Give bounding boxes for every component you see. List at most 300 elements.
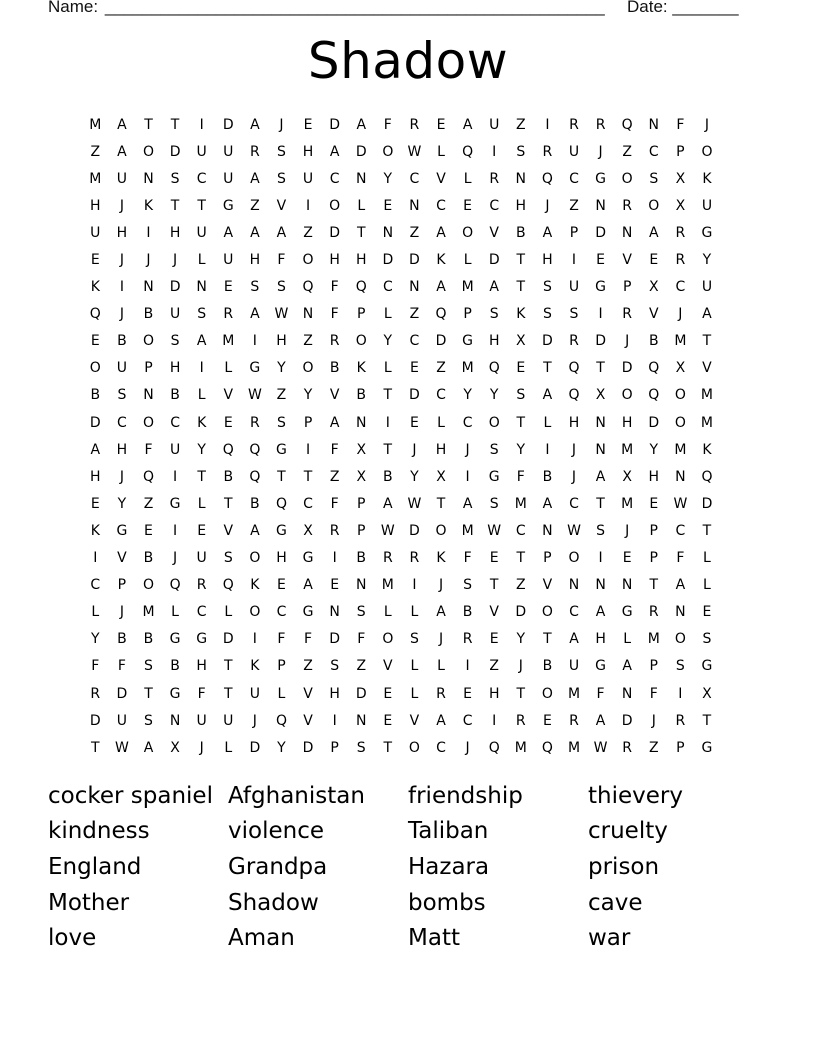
grid-letter: Z xyxy=(303,224,313,241)
grid-letter: A xyxy=(383,495,393,512)
grid-letter: R xyxy=(436,685,446,702)
grid-letter: A xyxy=(675,577,686,594)
page-title: Shadow xyxy=(307,32,509,90)
grid-letter: F xyxy=(596,685,605,702)
grid-letter: L xyxy=(410,658,419,675)
grid-letter: K xyxy=(250,658,260,675)
grid-row xyxy=(82,545,720,572)
grid-letter: Q xyxy=(648,387,660,404)
word-list-item: bombs xyxy=(408,889,486,916)
grid-letter: T xyxy=(223,495,233,512)
grid-letter: K xyxy=(702,170,712,187)
word-list-item: friendship xyxy=(408,782,523,809)
grid-letter: B xyxy=(117,631,127,648)
grid-letter: N xyxy=(143,170,154,187)
grid-letter: P xyxy=(676,739,685,756)
grid-letter: K xyxy=(516,306,526,323)
grid-letter: E xyxy=(90,333,100,350)
grid-letter: H xyxy=(116,224,128,241)
grid-row xyxy=(82,246,720,273)
grid-letter: K xyxy=(90,522,100,539)
grid-letter: T xyxy=(144,116,153,133)
word-list-item: violence xyxy=(228,818,324,845)
grid-letter: R xyxy=(675,252,686,269)
grid-letter: S xyxy=(542,279,552,296)
grid-letter: Y xyxy=(277,739,286,756)
grid-letter: M xyxy=(674,441,687,458)
grid-letter: I xyxy=(173,468,178,485)
grid-letter: C xyxy=(569,495,579,512)
grid-letter: P xyxy=(117,577,127,594)
grid-letter: Z xyxy=(90,143,101,160)
grid-letter: G xyxy=(701,739,713,756)
grid-letter: Q xyxy=(462,143,474,160)
word-list-item: kindness xyxy=(48,818,150,845)
grid-letter: A xyxy=(542,387,553,404)
grid-letter: W xyxy=(274,306,289,323)
date-blank[interactable]: _______ xyxy=(672,0,739,16)
grid-row xyxy=(82,517,720,544)
grid-letter: T xyxy=(356,224,366,241)
grid-letter: N xyxy=(542,522,553,539)
grid-letter: L xyxy=(224,739,233,756)
grid-letter: J xyxy=(412,441,417,458)
grid-letter: N xyxy=(409,279,420,296)
grid-letter: B xyxy=(170,387,180,404)
grid-row xyxy=(82,436,720,463)
grid-letter: S xyxy=(516,143,526,160)
grid-letter: G xyxy=(276,522,287,539)
grid-letter: E xyxy=(277,577,286,594)
grid-letter: A xyxy=(276,224,287,241)
grid-letter: J xyxy=(571,468,577,485)
grid-letter: I xyxy=(598,306,603,323)
grid-letter: N xyxy=(595,577,606,594)
grid-letter: A xyxy=(90,441,101,458)
grid-letter: P xyxy=(357,495,366,512)
grid-letter: C xyxy=(196,604,207,621)
grid-letter: H xyxy=(435,441,447,458)
grid-letter: N xyxy=(355,577,367,594)
grid-letter: X xyxy=(356,468,367,485)
grid-row xyxy=(82,219,720,246)
grid-letter: S xyxy=(489,495,499,512)
grid-letter: Z xyxy=(303,333,313,350)
grid-letter: E xyxy=(303,116,313,133)
grid-letter: C xyxy=(489,197,500,214)
grid-letter: S xyxy=(702,631,712,648)
grid-letter: Z xyxy=(303,658,313,675)
grid-letter: W xyxy=(593,739,608,756)
grid-letter: O xyxy=(302,360,314,377)
grid-letter: A xyxy=(436,604,446,621)
grid-letter: A xyxy=(595,712,606,729)
grid-letter: J xyxy=(252,712,257,729)
grid-letter: J xyxy=(119,197,124,214)
grid-row xyxy=(82,626,720,653)
grid-letter: R xyxy=(569,333,579,350)
grid-letter: U xyxy=(116,170,128,187)
grid-letter: R xyxy=(675,224,686,241)
grid-letter: Q xyxy=(541,170,553,187)
grid-row xyxy=(82,680,720,707)
grid-letter: E xyxy=(223,414,233,431)
word-list-row xyxy=(48,849,768,885)
word-list-row xyxy=(48,778,768,814)
grid-letter: K xyxy=(436,252,446,269)
grid-letter: C xyxy=(303,495,313,512)
grid-letter: I xyxy=(305,441,311,458)
grid-letter: W xyxy=(407,495,422,512)
grid-letter: F xyxy=(649,685,658,702)
grid-letter: N xyxy=(143,387,154,404)
grid-letter: S xyxy=(117,387,127,404)
grid-letter: T xyxy=(516,279,526,296)
grid-letter: M xyxy=(461,279,474,296)
grid-row xyxy=(82,653,720,680)
grid-letter: B xyxy=(170,658,180,675)
grid-letter: L xyxy=(437,414,445,431)
grid-letter: C xyxy=(515,522,526,539)
grid-letter: T xyxy=(436,495,446,512)
grid-letter: C xyxy=(436,739,446,756)
grid-letter: O xyxy=(674,387,686,404)
grid-letter: U xyxy=(116,712,128,729)
grid-letter: R xyxy=(90,685,101,702)
grid-letter: O xyxy=(142,414,154,431)
grid-letter: J xyxy=(465,739,470,756)
grid-letter: Q xyxy=(275,712,287,729)
grid-letter: Z xyxy=(250,197,260,214)
grid-letter: O xyxy=(89,360,101,377)
grid-letter: D xyxy=(89,712,101,729)
grid-letter: V xyxy=(303,685,313,702)
grid-letter: Y xyxy=(277,360,286,377)
grid-row xyxy=(82,572,720,599)
grid-letter: Q xyxy=(169,577,181,594)
grid-letter: N xyxy=(409,197,420,214)
grid-letter: Q xyxy=(648,360,660,377)
grid-letter: S xyxy=(489,306,499,323)
grid-letter: T xyxy=(702,333,712,350)
grid-letter: H xyxy=(329,685,340,702)
grid-row xyxy=(82,707,720,734)
grid-letter: Z xyxy=(409,306,420,323)
grid-letter: D xyxy=(249,739,261,756)
grid-letter: F xyxy=(330,306,339,323)
name-label: Name: xyxy=(48,0,99,16)
grid-letter: V xyxy=(489,224,499,241)
grid-letter: D xyxy=(329,224,341,241)
grid-letter: T xyxy=(516,550,526,567)
grid-letter: Q xyxy=(621,116,633,133)
name-line xyxy=(48,0,605,17)
grid-letter: B xyxy=(462,604,473,621)
grid-letter: Z xyxy=(516,577,526,594)
grid-letter: S xyxy=(489,441,499,458)
grid-letter: J xyxy=(119,468,124,485)
grid-letter: G xyxy=(222,197,234,214)
grid-letter: X xyxy=(303,522,313,539)
grid-letter: J xyxy=(465,441,470,458)
grid-letter: P xyxy=(676,143,685,160)
grid-letter: B xyxy=(223,468,234,485)
grid-letter: W xyxy=(487,522,502,539)
grid-letter: T xyxy=(170,116,180,133)
grid-letter: O xyxy=(488,414,500,431)
grid-letter: Y xyxy=(516,631,526,648)
grid-letter: U xyxy=(223,712,234,729)
grid-letter: C xyxy=(276,604,287,621)
grid-letter: R xyxy=(595,116,606,133)
grid-letter: I xyxy=(93,550,98,567)
grid-letter: T xyxy=(649,577,659,594)
word-list-row xyxy=(48,920,768,956)
grid-letter: P xyxy=(622,279,632,296)
grid-letter: K xyxy=(702,441,712,458)
grid-letter: O xyxy=(382,143,394,160)
grid-row xyxy=(82,138,720,165)
grid-letter: T xyxy=(596,495,605,512)
grid-letter: Q xyxy=(222,441,234,458)
grid-letter: N xyxy=(595,441,606,458)
grid-letter: T xyxy=(197,197,206,214)
grid-letter: T xyxy=(223,658,233,675)
grid-letter: Y xyxy=(383,333,393,350)
grid-letter: T xyxy=(383,441,393,458)
grid-letter: A xyxy=(196,333,207,350)
grid-letter: N xyxy=(621,685,633,702)
grid-letter: S xyxy=(356,604,366,621)
grid-letter: D xyxy=(89,414,101,431)
grid-letter: I xyxy=(492,143,497,160)
grid-letter: D xyxy=(621,712,633,729)
grid-letter: O xyxy=(701,143,713,160)
grid-letter: F xyxy=(304,631,313,648)
grid-letter: T xyxy=(383,387,393,404)
grid-letter: C xyxy=(382,279,393,296)
grid-letter: M xyxy=(514,495,527,512)
grid-letter: B xyxy=(542,658,553,675)
grid-letter: E xyxy=(409,414,419,431)
grid-letter: R xyxy=(622,197,633,214)
grid-letter: I xyxy=(119,279,124,296)
grid-letter: F xyxy=(516,468,525,485)
grid-letter: S xyxy=(144,658,153,675)
grid-letter: N xyxy=(196,279,207,296)
grid-letter: I xyxy=(598,550,603,567)
grid-letter: C xyxy=(675,522,686,539)
grid-letter: V xyxy=(223,522,234,539)
grid-letter: B xyxy=(250,495,260,512)
grid-letter: A xyxy=(250,116,260,133)
grid-letter: U xyxy=(196,143,207,160)
grid-row xyxy=(82,328,720,355)
word-list-item: Taliban xyxy=(408,818,489,845)
grid-letter: D xyxy=(302,739,314,756)
grid-letter: C xyxy=(90,577,101,594)
word-list-item: love xyxy=(48,925,97,952)
grid-letter: H xyxy=(302,143,314,160)
grid-letter: J xyxy=(119,306,124,323)
grid-letter: C xyxy=(436,197,446,214)
grid-letter: B xyxy=(648,333,659,350)
grid-letter: D xyxy=(542,333,553,350)
grid-letter: M xyxy=(142,604,155,621)
grid-letter: L xyxy=(437,658,445,675)
grid-letter: O xyxy=(249,604,261,621)
grid-letter: S xyxy=(463,577,473,594)
grid-letter: Y xyxy=(91,631,100,648)
grid-letter: M xyxy=(461,360,474,377)
grid-letter: T xyxy=(543,631,552,648)
grid-letter: Y xyxy=(303,387,313,404)
grid-letter: A xyxy=(542,224,553,241)
grid-letter: G xyxy=(276,441,287,458)
grid-letter: Q xyxy=(355,279,367,296)
grid-letter: Q xyxy=(302,279,314,296)
grid-letter: S xyxy=(223,550,233,567)
grid-letter: Z xyxy=(143,495,154,512)
grid-letter: R xyxy=(196,577,207,594)
grid-letter: K xyxy=(197,414,207,431)
grid-letter: V xyxy=(702,360,712,377)
grid-letter: F xyxy=(330,495,339,512)
grid-letter: E xyxy=(383,712,393,729)
grid-letter: X xyxy=(702,685,712,702)
grid-letter: K xyxy=(90,279,100,296)
grid-letter: R xyxy=(462,631,473,648)
grid-letter: Z xyxy=(436,360,446,377)
grid-letter: Y xyxy=(649,441,659,458)
grid-letter: I xyxy=(305,197,311,214)
grid-letter: Q xyxy=(142,468,154,485)
grid-letter: A xyxy=(117,143,127,160)
grid-letter: Z xyxy=(622,143,632,160)
grid-letter: N xyxy=(355,414,367,431)
grid-letter: D xyxy=(409,387,420,404)
grid-letter: C xyxy=(569,604,579,621)
grid-letter: E xyxy=(223,279,233,296)
grid-letter: G xyxy=(595,658,606,675)
grid-letter: A xyxy=(436,224,446,241)
grid-letter: L xyxy=(410,604,419,621)
grid-letter: T xyxy=(489,577,499,594)
grid-letter: A xyxy=(462,495,473,512)
grid-letter: O xyxy=(382,631,394,648)
grid-letter: F xyxy=(117,658,126,675)
grid-letter: P xyxy=(357,306,366,323)
grid-letter: Z xyxy=(356,658,367,675)
grid-letter: G xyxy=(595,279,606,296)
grid-letter: O xyxy=(541,685,553,702)
grid-letter: G xyxy=(249,360,261,377)
grid-letter: T xyxy=(277,468,286,485)
word-list-item: England xyxy=(48,853,142,880)
grid-letter: T xyxy=(702,712,712,729)
grid-letter: M xyxy=(674,333,687,350)
grid-letter: T xyxy=(383,739,393,756)
grid-letter: R xyxy=(542,143,553,160)
grid-letter: D xyxy=(329,631,341,648)
grid-letter: Q xyxy=(275,495,287,512)
grid-letter: F xyxy=(144,441,153,458)
grid-letter: N xyxy=(355,170,367,187)
grid-letter: L xyxy=(703,577,711,594)
grid-letter: E xyxy=(144,522,153,539)
date-label: Date: xyxy=(627,0,668,16)
grid-letter: W xyxy=(673,495,688,512)
grid-letter: I xyxy=(199,360,204,377)
grid-letter: H xyxy=(116,441,128,458)
grid-letter: U xyxy=(223,170,234,187)
grid-letter: L xyxy=(91,604,100,621)
grid-letter: Z xyxy=(276,387,287,404)
grid-letter: J xyxy=(625,522,630,539)
grid-letter: O xyxy=(541,604,553,621)
word-list-row xyxy=(48,814,768,850)
grid-letter: O xyxy=(568,550,580,567)
grid-letter: J xyxy=(146,252,151,269)
grid-letter: L xyxy=(277,685,286,702)
grid-letter: L xyxy=(383,306,392,323)
grid-letter: E xyxy=(596,252,605,269)
grid-letter: C xyxy=(462,712,473,729)
grid-letter: U xyxy=(169,441,181,458)
grid-letter: H xyxy=(621,414,633,431)
grid-letter: A xyxy=(462,116,473,133)
grid-letter: G xyxy=(169,685,181,702)
grid-letter: A xyxy=(329,143,340,160)
grid-letter: U xyxy=(223,143,234,160)
grid-letter: R xyxy=(648,604,659,621)
word-search-grid xyxy=(82,111,720,761)
grid-letter: M xyxy=(621,495,634,512)
grid-letter: X xyxy=(595,387,606,404)
word-list-item: cocker spaniel xyxy=(48,782,213,809)
grid-letter: D xyxy=(409,522,420,539)
grid-letter: U xyxy=(196,550,207,567)
grid-letter: I xyxy=(199,116,204,133)
grid-letter: I xyxy=(571,252,577,269)
name-blank[interactable]: ______________________________________________________ xyxy=(104,0,605,16)
grid-letter: L xyxy=(703,550,711,567)
grid-letter: E xyxy=(649,495,659,512)
grid-letter: L xyxy=(463,170,472,187)
grid-letter: I xyxy=(492,712,497,729)
grid-letter: G xyxy=(196,631,208,648)
grid-letter: B xyxy=(356,387,367,404)
grid-letter: V xyxy=(117,550,127,567)
grid-letter: H xyxy=(329,252,340,269)
grid-letter: H xyxy=(515,197,527,214)
grid-letter: V xyxy=(489,604,499,621)
grid-letter: R xyxy=(382,550,393,567)
grid-letter: L xyxy=(543,414,552,431)
grid-letter: V xyxy=(329,387,340,404)
grid-row xyxy=(82,111,720,138)
grid-letter: S xyxy=(542,306,552,323)
grid-letter: D xyxy=(222,631,234,648)
grid-letter: W xyxy=(380,522,395,539)
grid-letter: R xyxy=(409,550,420,567)
grid-letter: J xyxy=(279,116,284,133)
grid-letter: E xyxy=(90,252,100,269)
grid-letter: E xyxy=(489,550,499,567)
grid-letter: L xyxy=(463,252,472,269)
grid-letter: U xyxy=(169,306,181,323)
grid-letter: O xyxy=(142,577,154,594)
